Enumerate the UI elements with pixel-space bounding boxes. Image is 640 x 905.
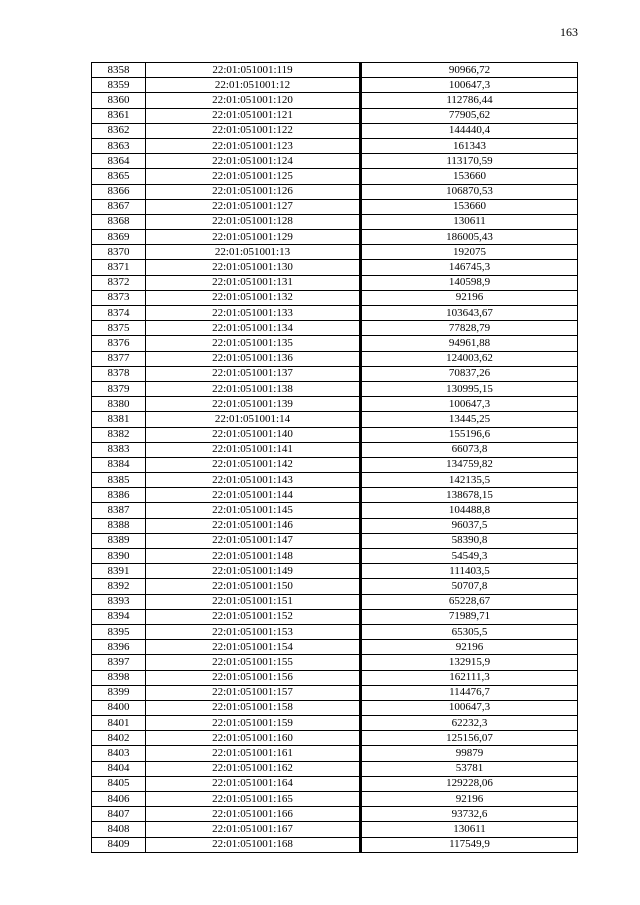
table-row [92,442,578,457]
table-row [92,260,578,275]
table-row [92,670,578,685]
row-number-cell: 8369 [92,230,146,245]
table-row [92,290,578,305]
table-row [92,321,578,336]
row-number-cell: 8384 [92,457,146,472]
table-row [92,731,578,746]
row-number-cell: 8394 [92,609,146,624]
table-row [92,700,578,715]
table-row [92,336,578,351]
cadastral-number-cell: 22:01:051001:164 [146,776,361,791]
value-cell: 50707,8 [361,579,578,594]
cadastral-number-cell: 22:01:051001:160 [146,731,361,746]
cadastral-number-cell: 22:01:051001:120 [146,93,361,108]
value-cell: 65305,5 [361,624,578,639]
row-number-cell: 8378 [92,366,146,381]
cadastral-number-cell: 22:01:051001:144 [146,488,361,503]
table-row [92,154,578,169]
table-row [92,123,578,138]
cadastral-number-cell: 22:01:051001:167 [146,822,361,837]
value-cell: 62232,3 [361,716,578,731]
value-cell: 142135,5 [361,473,578,488]
cadastral-number-cell: 22:01:051001:152 [146,609,361,624]
cadastral-number-cell: 22:01:051001:162 [146,761,361,776]
row-number-cell: 8403 [92,746,146,761]
table-row [92,381,578,396]
value-cell: 92196 [361,792,578,807]
value-cell: 58390,8 [361,533,578,548]
row-number-cell: 8387 [92,503,146,518]
row-number-cell: 8386 [92,488,146,503]
cadastral-number-cell: 22:01:051001:124 [146,154,361,169]
table-row [92,412,578,427]
row-number-cell: 8359 [92,78,146,93]
row-number-cell: 8400 [92,700,146,715]
table-row [92,837,578,852]
table-row [92,655,578,670]
value-cell: 77828,79 [361,321,578,336]
row-number-cell: 8372 [92,275,146,290]
table-row [92,503,578,518]
row-number-cell: 8396 [92,640,146,655]
row-number-cell: 8374 [92,306,146,321]
value-cell: 153660 [361,199,578,214]
value-cell: 90966,72 [361,63,578,78]
table-row [92,108,578,123]
row-number-cell: 8389 [92,533,146,548]
row-number-cell: 8367 [92,199,146,214]
table-row [92,746,578,761]
table-row [92,533,578,548]
row-number-cell: 8368 [92,214,146,229]
value-cell: 13445,25 [361,412,578,427]
value-cell: 132915,9 [361,655,578,670]
value-cell: 114476,7 [361,685,578,700]
row-number-cell: 8409 [92,837,146,852]
table-row [92,579,578,594]
value-cell: 144440,4 [361,123,578,138]
cadastral-number-cell: 22:01:051001:133 [146,306,361,321]
cadastral-number-cell: 22:01:051001:140 [146,427,361,442]
value-cell: 99879 [361,746,578,761]
cadastral-number-cell: 22:01:051001:142 [146,457,361,472]
row-number-cell: 8405 [92,776,146,791]
table-row [92,776,578,791]
row-number-cell: 8370 [92,245,146,260]
table-body [92,63,578,853]
row-number-cell: 8399 [92,685,146,700]
value-cell: 77905,62 [361,108,578,123]
cadastral-number-cell: 22:01:051001:130 [146,260,361,275]
cadastral-number-cell: 22:01:051001:165 [146,792,361,807]
value-cell: 71989,71 [361,609,578,624]
row-number-cell: 8401 [92,716,146,731]
value-cell: 146745,3 [361,260,578,275]
row-number-cell: 8381 [92,412,146,427]
value-cell: 103643,67 [361,306,578,321]
table-row [92,457,578,472]
value-cell: 96037,5 [361,518,578,533]
row-number-cell: 8383 [92,442,146,457]
row-number-cell: 8376 [92,336,146,351]
row-number-cell: 8407 [92,807,146,822]
row-number-cell: 8379 [92,381,146,396]
cadastral-number-cell: 22:01:051001:158 [146,700,361,715]
cadastral-number-cell: 22:01:051001:161 [146,746,361,761]
cadastral-number-cell: 22:01:051001:119 [146,63,361,78]
cadastral-number-cell: 22:01:051001:134 [146,321,361,336]
cadastral-number-cell: 22:01:051001:148 [146,549,361,564]
value-cell: 117549,9 [361,837,578,852]
cadastral-number-cell: 22:01:051001:147 [146,533,361,548]
row-number-cell: 8404 [92,761,146,776]
row-number-cell: 8375 [92,321,146,336]
cadastral-number-cell: 22:01:051001:128 [146,214,361,229]
value-cell: 70837,26 [361,366,578,381]
value-cell: 134759,82 [361,457,578,472]
value-cell: 100647,3 [361,397,578,412]
cadastral-number-cell: 22:01:051001:136 [146,351,361,366]
row-number-cell: 8395 [92,624,146,639]
value-cell: 106870,53 [361,184,578,199]
cadastral-number-cell: 22:01:051001:155 [146,655,361,670]
row-number-cell: 8393 [92,594,146,609]
cadastral-number-cell: 22:01:051001:131 [146,275,361,290]
cadastral-number-cell: 22:01:051001:168 [146,837,361,852]
cadastral-number-cell: 22:01:051001:13 [146,245,361,260]
cadastral-number-cell: 22:01:051001:166 [146,807,361,822]
table-row [92,609,578,624]
value-cell: 130611 [361,822,578,837]
value-cell: 113170,59 [361,154,578,169]
value-cell: 130995,15 [361,381,578,396]
table-row [92,199,578,214]
value-cell: 186005,43 [361,230,578,245]
value-cell: 111403,5 [361,564,578,579]
value-cell: 162111,3 [361,670,578,685]
cadastral-number-cell: 22:01:051001:139 [146,397,361,412]
value-cell: 94961,88 [361,336,578,351]
value-cell: 140598,9 [361,275,578,290]
cadastral-number-cell: 22:01:051001:122 [146,123,361,138]
cadastral-number-cell: 22:01:051001:123 [146,138,361,153]
table-row [92,822,578,837]
cadastral-number-cell: 22:01:051001:149 [146,564,361,579]
cadastral-number-cell: 22:01:051001:121 [146,108,361,123]
value-cell: 100647,3 [361,78,578,93]
cadastral-number-cell: 22:01:051001:159 [146,716,361,731]
row-number-cell: 8371 [92,260,146,275]
cadastral-number-cell: 22:01:051001:156 [146,670,361,685]
row-number-cell: 8392 [92,579,146,594]
row-number-cell: 8406 [92,792,146,807]
value-cell: 93732,6 [361,807,578,822]
row-number-cell: 8377 [92,351,146,366]
row-number-cell: 8358 [92,63,146,78]
row-number-cell: 8360 [92,93,146,108]
cadastral-number-cell: 22:01:051001:132 [146,290,361,305]
row-number-cell: 8398 [92,670,146,685]
table-row [92,685,578,700]
row-number-cell: 8391 [92,564,146,579]
row-number-cell: 8364 [92,154,146,169]
table-row [92,549,578,564]
row-number-cell: 8385 [92,473,146,488]
cadastral-number-cell: 22:01:051001:141 [146,442,361,457]
table-row [92,473,578,488]
cadastral-number-cell: 22:01:051001:143 [146,473,361,488]
table-row [92,351,578,366]
cadastral-number-cell: 22:01:051001:157 [146,685,361,700]
value-cell: 53781 [361,761,578,776]
value-cell: 100647,3 [361,700,578,715]
cadastral-number-cell: 22:01:051001:146 [146,518,361,533]
value-cell: 138678,15 [361,488,578,503]
table-row [92,63,578,78]
row-number-cell: 8382 [92,427,146,442]
table-row [92,640,578,655]
table-row [92,138,578,153]
value-cell: 130611 [361,214,578,229]
cadastral-number-cell: 22:01:051001:154 [146,640,361,655]
table-row [92,427,578,442]
cadastral-number-cell: 22:01:051001:129 [146,230,361,245]
table-row [92,169,578,184]
table-row [92,397,578,412]
value-cell: 192075 [361,245,578,260]
table-row [92,306,578,321]
cadastral-value-table [91,62,578,853]
value-cell: 92196 [361,290,578,305]
value-cell: 66073,8 [361,442,578,457]
cadastral-number-cell: 22:01:051001:137 [146,366,361,381]
row-number-cell: 8366 [92,184,146,199]
cadastral-number-cell: 22:01:051001:135 [146,336,361,351]
table-row [92,716,578,731]
cadastral-number-cell: 22:01:051001:138 [146,381,361,396]
cadastral-number-cell: 22:01:051001:12 [146,78,361,93]
value-cell: 92196 [361,640,578,655]
row-number-cell: 8362 [92,123,146,138]
cadastral-number-cell: 22:01:051001:127 [146,199,361,214]
table-row [92,564,578,579]
cadastral-number-cell: 22:01:051001:125 [146,169,361,184]
value-cell: 153660 [361,169,578,184]
table-row [92,230,578,245]
row-number-cell: 8402 [92,731,146,746]
value-cell: 155196,6 [361,427,578,442]
row-number-cell: 8390 [92,549,146,564]
row-number-cell: 8388 [92,518,146,533]
cadastral-number-cell: 22:01:051001:150 [146,579,361,594]
value-cell: 104488,8 [361,503,578,518]
table-row [92,594,578,609]
value-cell: 112786,44 [361,93,578,108]
page-number: 163 [560,25,578,39]
table-row [92,184,578,199]
table-row [92,807,578,822]
table-row [92,93,578,108]
table-row [92,518,578,533]
cadastral-number-cell: 22:01:051001:126 [146,184,361,199]
cadastral-number-cell: 22:01:051001:145 [146,503,361,518]
row-number-cell: 8365 [92,169,146,184]
row-number-cell: 8397 [92,655,146,670]
value-cell: 125156,07 [361,731,578,746]
table-row [92,792,578,807]
cadastral-number-cell: 22:01:051001:153 [146,624,361,639]
table-row [92,275,578,290]
row-number-cell: 8361 [92,108,146,123]
table-row [92,488,578,503]
table-row [92,214,578,229]
value-cell: 161343 [361,138,578,153]
table-row [92,624,578,639]
row-number-cell: 8408 [92,822,146,837]
table-row [92,366,578,381]
row-number-cell: 8380 [92,397,146,412]
value-cell: 54549,3 [361,549,578,564]
cadastral-number-cell: 22:01:051001:151 [146,594,361,609]
value-cell: 124003,62 [361,351,578,366]
value-cell: 129228,06 [361,776,578,791]
value-cell: 65228,67 [361,594,578,609]
row-number-cell: 8373 [92,290,146,305]
row-number-cell: 8363 [92,138,146,153]
table-row [92,78,578,93]
table-row [92,761,578,776]
cadastral-number-cell: 22:01:051001:14 [146,412,361,427]
table-row [92,245,578,260]
